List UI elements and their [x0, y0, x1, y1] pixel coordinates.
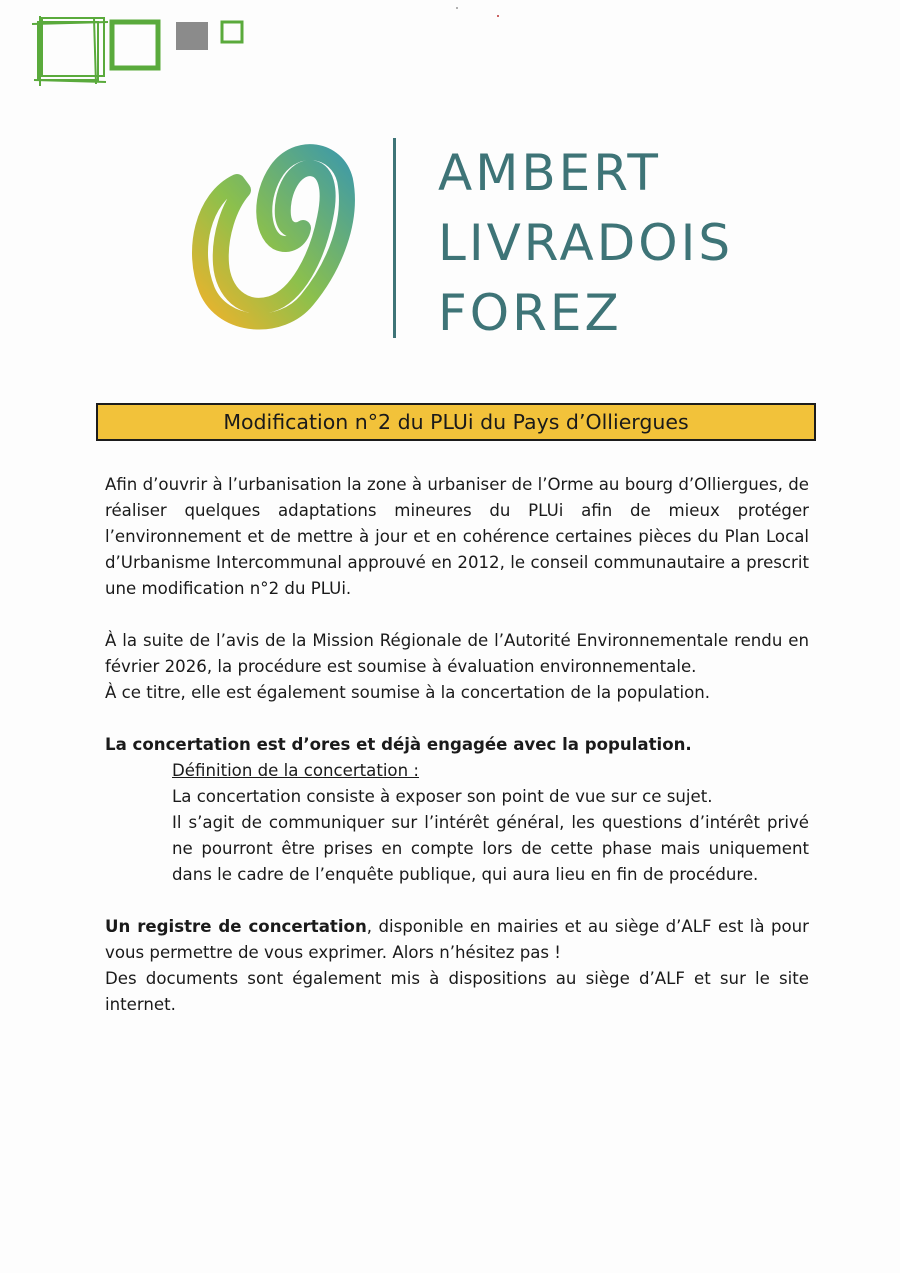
logo-line-1: AMBERT — [438, 144, 661, 202]
document-body — [105, 472, 809, 1018]
logo-line-3: FOREZ — [438, 284, 622, 342]
paragraph-documents: Des documents sont également mis à dispositions au siège d’ALF et sur le site internet. — [105, 969, 809, 1014]
paragraph-engagement: La concertation est d’ores et déjà engagée avec la population. — [105, 735, 692, 754]
corner-mark-medium — [112, 22, 158, 68]
page-title: Modification n°2 du PLUi du Pays d’Olliergues — [223, 410, 689, 434]
definition-line-1: La concertation consiste à exposer son point de vue sur ce sujet. — [172, 787, 713, 806]
paragraph-registre — [105, 914, 809, 966]
logo-divider — [393, 138, 396, 338]
logo-wordmark — [438, 138, 733, 348]
registre-label: Un registre de concertation — [105, 917, 367, 936]
corner-mark-large — [32, 16, 108, 86]
paragraph-avis: À la suite de l’avis de la Mission Régionale de l’Autorité Environnementale rendu en février 2026, la procédure est soumise à évaluation environnementale. — [105, 631, 809, 676]
logo-swirl-icon — [185, 140, 360, 335]
corner-mark-gray — [176, 22, 208, 50]
corner-mark-small — [222, 22, 242, 42]
definition-line-2: Il s’agit de communiquer sur l’intérêt général, les questions d’intérêt privé ne pourront être prises en compte lors de cette phase mais uniquement dans le cadre de l’enquête publique, qui aura lieu en fin de procédure. — [172, 813, 809, 884]
definition-block — [105, 758, 809, 888]
definition-heading: Définition de la concertation : — [172, 761, 419, 780]
logo-line-2: LIVRADOIS — [438, 214, 734, 272]
corner-marks — [28, 14, 258, 94]
paragraph-concertation-note: À ce titre, elle est également soumise à la concertation de la population. — [105, 683, 711, 702]
title-banner — [96, 403, 816, 441]
registre-text: , disponible en mairies et au siège d’ALF est là pour vous permettre de vous exprimer. Alors n’hésitez pas ! — [105, 917, 809, 962]
paragraph-intro: Afin d’ouvrir à l’urbanisation la zone à urbaniser de l’Orme au bourg d’Olliergues, de réaliser quelques adaptations mineures du PLUi afin de mieux protéger l’environnement et de mettre à jour et en cohérence certaines pièces du Plan Local d’Urbanisme Intercommunal approuvé en 2012, le conseil communautaire a prescrit une modification n°2 du PLUi. — [105, 475, 809, 598]
